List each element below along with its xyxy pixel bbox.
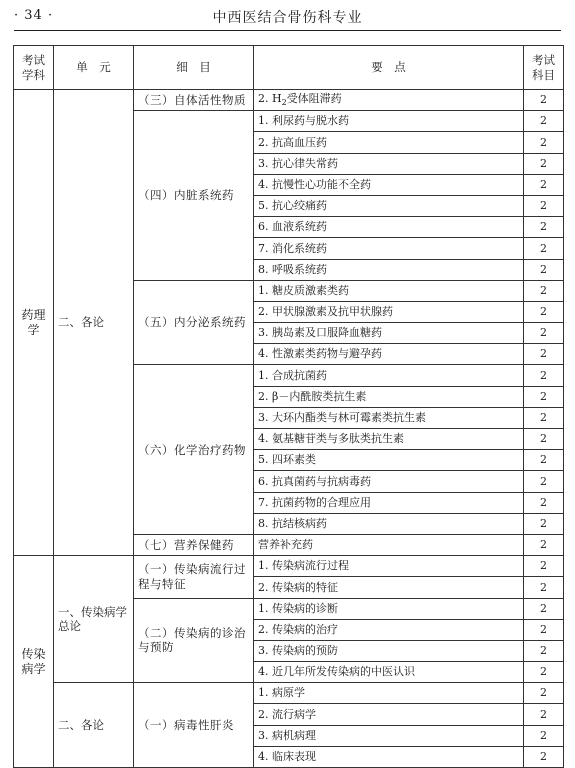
point-cell: 6. 抗真菌药与抗病毒药 — [254, 471, 524, 492]
unit-cell: 二、各论 — [54, 90, 134, 556]
topic-cell: （五）内分泌系统药 — [134, 280, 254, 365]
point-cell: 5. 抗心绞痛药 — [254, 195, 524, 216]
level-cell: 2 — [524, 471, 564, 492]
level-cell: 2 — [524, 217, 564, 238]
point-cell: 3. 胰岛素及口服降血糖药 — [254, 323, 524, 344]
point-cell: 4. 临床表现 — [254, 746, 524, 767]
point-cell: 6. 血液系统药 — [254, 217, 524, 238]
subject-cell: 药理学 — [14, 90, 54, 556]
point-cell: 1. 糖皮质激素类药 — [254, 280, 524, 301]
level-cell: 2 — [524, 344, 564, 365]
level-cell: 2 — [524, 111, 564, 132]
level-cell: 2 — [524, 619, 564, 640]
point-cell: 7. 抗菌药物的合理应用 — [254, 492, 524, 513]
point-cell: 2. 甲状腺激素及抗甲状腺药 — [254, 301, 524, 322]
point-cell: 2. 传染病的治疗 — [254, 619, 524, 640]
table-row — [14, 683, 564, 704]
point-cell — [254, 90, 524, 111]
level-cell: 2 — [524, 513, 564, 534]
level-cell: 2 — [524, 534, 564, 555]
level-cell: 2 — [524, 577, 564, 598]
level-cell: 2 — [524, 174, 564, 195]
level-cell: 2 — [524, 280, 564, 301]
point-cell: 2. β－内酰胺类抗生素 — [254, 386, 524, 407]
point-cell: 1. 利尿药与脱水药 — [254, 111, 524, 132]
page-number: · 34 · — [14, 8, 54, 23]
topic-cell: （六）化学治疗药物 — [134, 365, 254, 535]
point-cell: 4. 氨基糖苷类与多肽类抗生素 — [254, 429, 524, 450]
point-cell: 2. 抗高血压药 — [254, 132, 524, 153]
point-cell: 1. 传染病流行过程 — [254, 556, 524, 577]
column-header-subject: 考试学科 — [14, 46, 54, 90]
column-header-points: 要 点 — [254, 46, 524, 90]
level-cell: 2 — [524, 407, 564, 428]
level-cell: 2 — [524, 301, 564, 322]
point-cell: 3. 传染病的预防 — [254, 640, 524, 661]
point-cell: 3. 病机病理 — [254, 725, 524, 746]
level-cell: 2 — [524, 259, 564, 280]
topic-cell: （二）传染病的诊治与预防 — [134, 598, 254, 683]
topic-cell: （一）病毒性肝炎 — [134, 683, 254, 768]
syllabus-table — [13, 45, 564, 768]
level-cell: 2 — [524, 195, 564, 216]
table-row — [14, 556, 564, 577]
level-cell: 2 — [524, 365, 564, 386]
point-cell: 2. 传染病的特征 — [254, 577, 524, 598]
table-header-row — [14, 46, 564, 90]
point-cell: 4. 近几年所发传染病的中医认识 — [254, 662, 524, 683]
point-cell: 7. 消化系统药 — [254, 238, 524, 259]
point-cell: 4. 性激素类药物与避孕药 — [254, 344, 524, 365]
subject-cell: 传染病学 — [14, 556, 54, 768]
point-text-subscript: 2 — [281, 98, 287, 108]
level-cell: 2 — [524, 725, 564, 746]
level-cell: 2 — [524, 90, 564, 111]
point-cell: 营养补充药 — [254, 534, 524, 555]
topic-cell: （一）传染病流行过程与特征 — [134, 556, 254, 598]
level-cell: 2 — [524, 323, 564, 344]
level-cell: 2 — [524, 598, 564, 619]
point-text-prefix: 2. H — [258, 92, 282, 105]
level-cell: 2 — [524, 386, 564, 407]
column-header-level: 考试科目 — [524, 46, 564, 90]
level-cell: 2 — [524, 640, 564, 661]
unit-cell: 一、传染病学总论 — [54, 556, 134, 683]
level-cell: 2 — [524, 662, 564, 683]
column-header-unit: 单 元 — [54, 46, 134, 90]
level-cell: 2 — [524, 683, 564, 704]
point-cell: 1. 合成抗菌药 — [254, 365, 524, 386]
level-cell: 2 — [524, 704, 564, 725]
topic-cell: （七）营养保健药 — [134, 534, 254, 555]
running-title: 中西医结合骨伤科专业 — [212, 10, 363, 26]
point-cell: 4. 抗慢性心功能不全药 — [254, 174, 524, 195]
level-cell: 2 — [524, 556, 564, 577]
table-row — [14, 90, 564, 111]
table-body — [14, 90, 564, 768]
point-cell: 1. 传染病的诊断 — [254, 598, 524, 619]
page-header — [14, 0, 561, 31]
level-cell: 2 — [524, 153, 564, 174]
topic-cell: （三）自体活性物质 — [134, 90, 254, 111]
point-cell: 3. 大环内酯类与林可霉素类抗生素 — [254, 407, 524, 428]
level-cell: 2 — [524, 746, 564, 767]
point-cell: 5. 四环素类 — [254, 450, 524, 471]
topic-cell: （四）内脏系统药 — [134, 111, 254, 281]
level-cell: 2 — [524, 238, 564, 259]
point-cell: 1. 病原学 — [254, 683, 524, 704]
level-cell: 2 — [524, 450, 564, 471]
point-cell: 3. 抗心律失常药 — [254, 153, 524, 174]
point-cell: 8. 抗结核病药 — [254, 513, 524, 534]
level-cell: 2 — [524, 429, 564, 450]
point-text-suffix: 受体阻滞药 — [286, 92, 342, 105]
level-cell: 2 — [524, 132, 564, 153]
point-cell: 2. 流行病学 — [254, 704, 524, 725]
level-cell: 2 — [524, 492, 564, 513]
column-header-topic: 细 目 — [134, 46, 254, 90]
unit-cell: 二、各论 — [54, 683, 134, 768]
point-cell: 8. 呼吸系统药 — [254, 259, 524, 280]
